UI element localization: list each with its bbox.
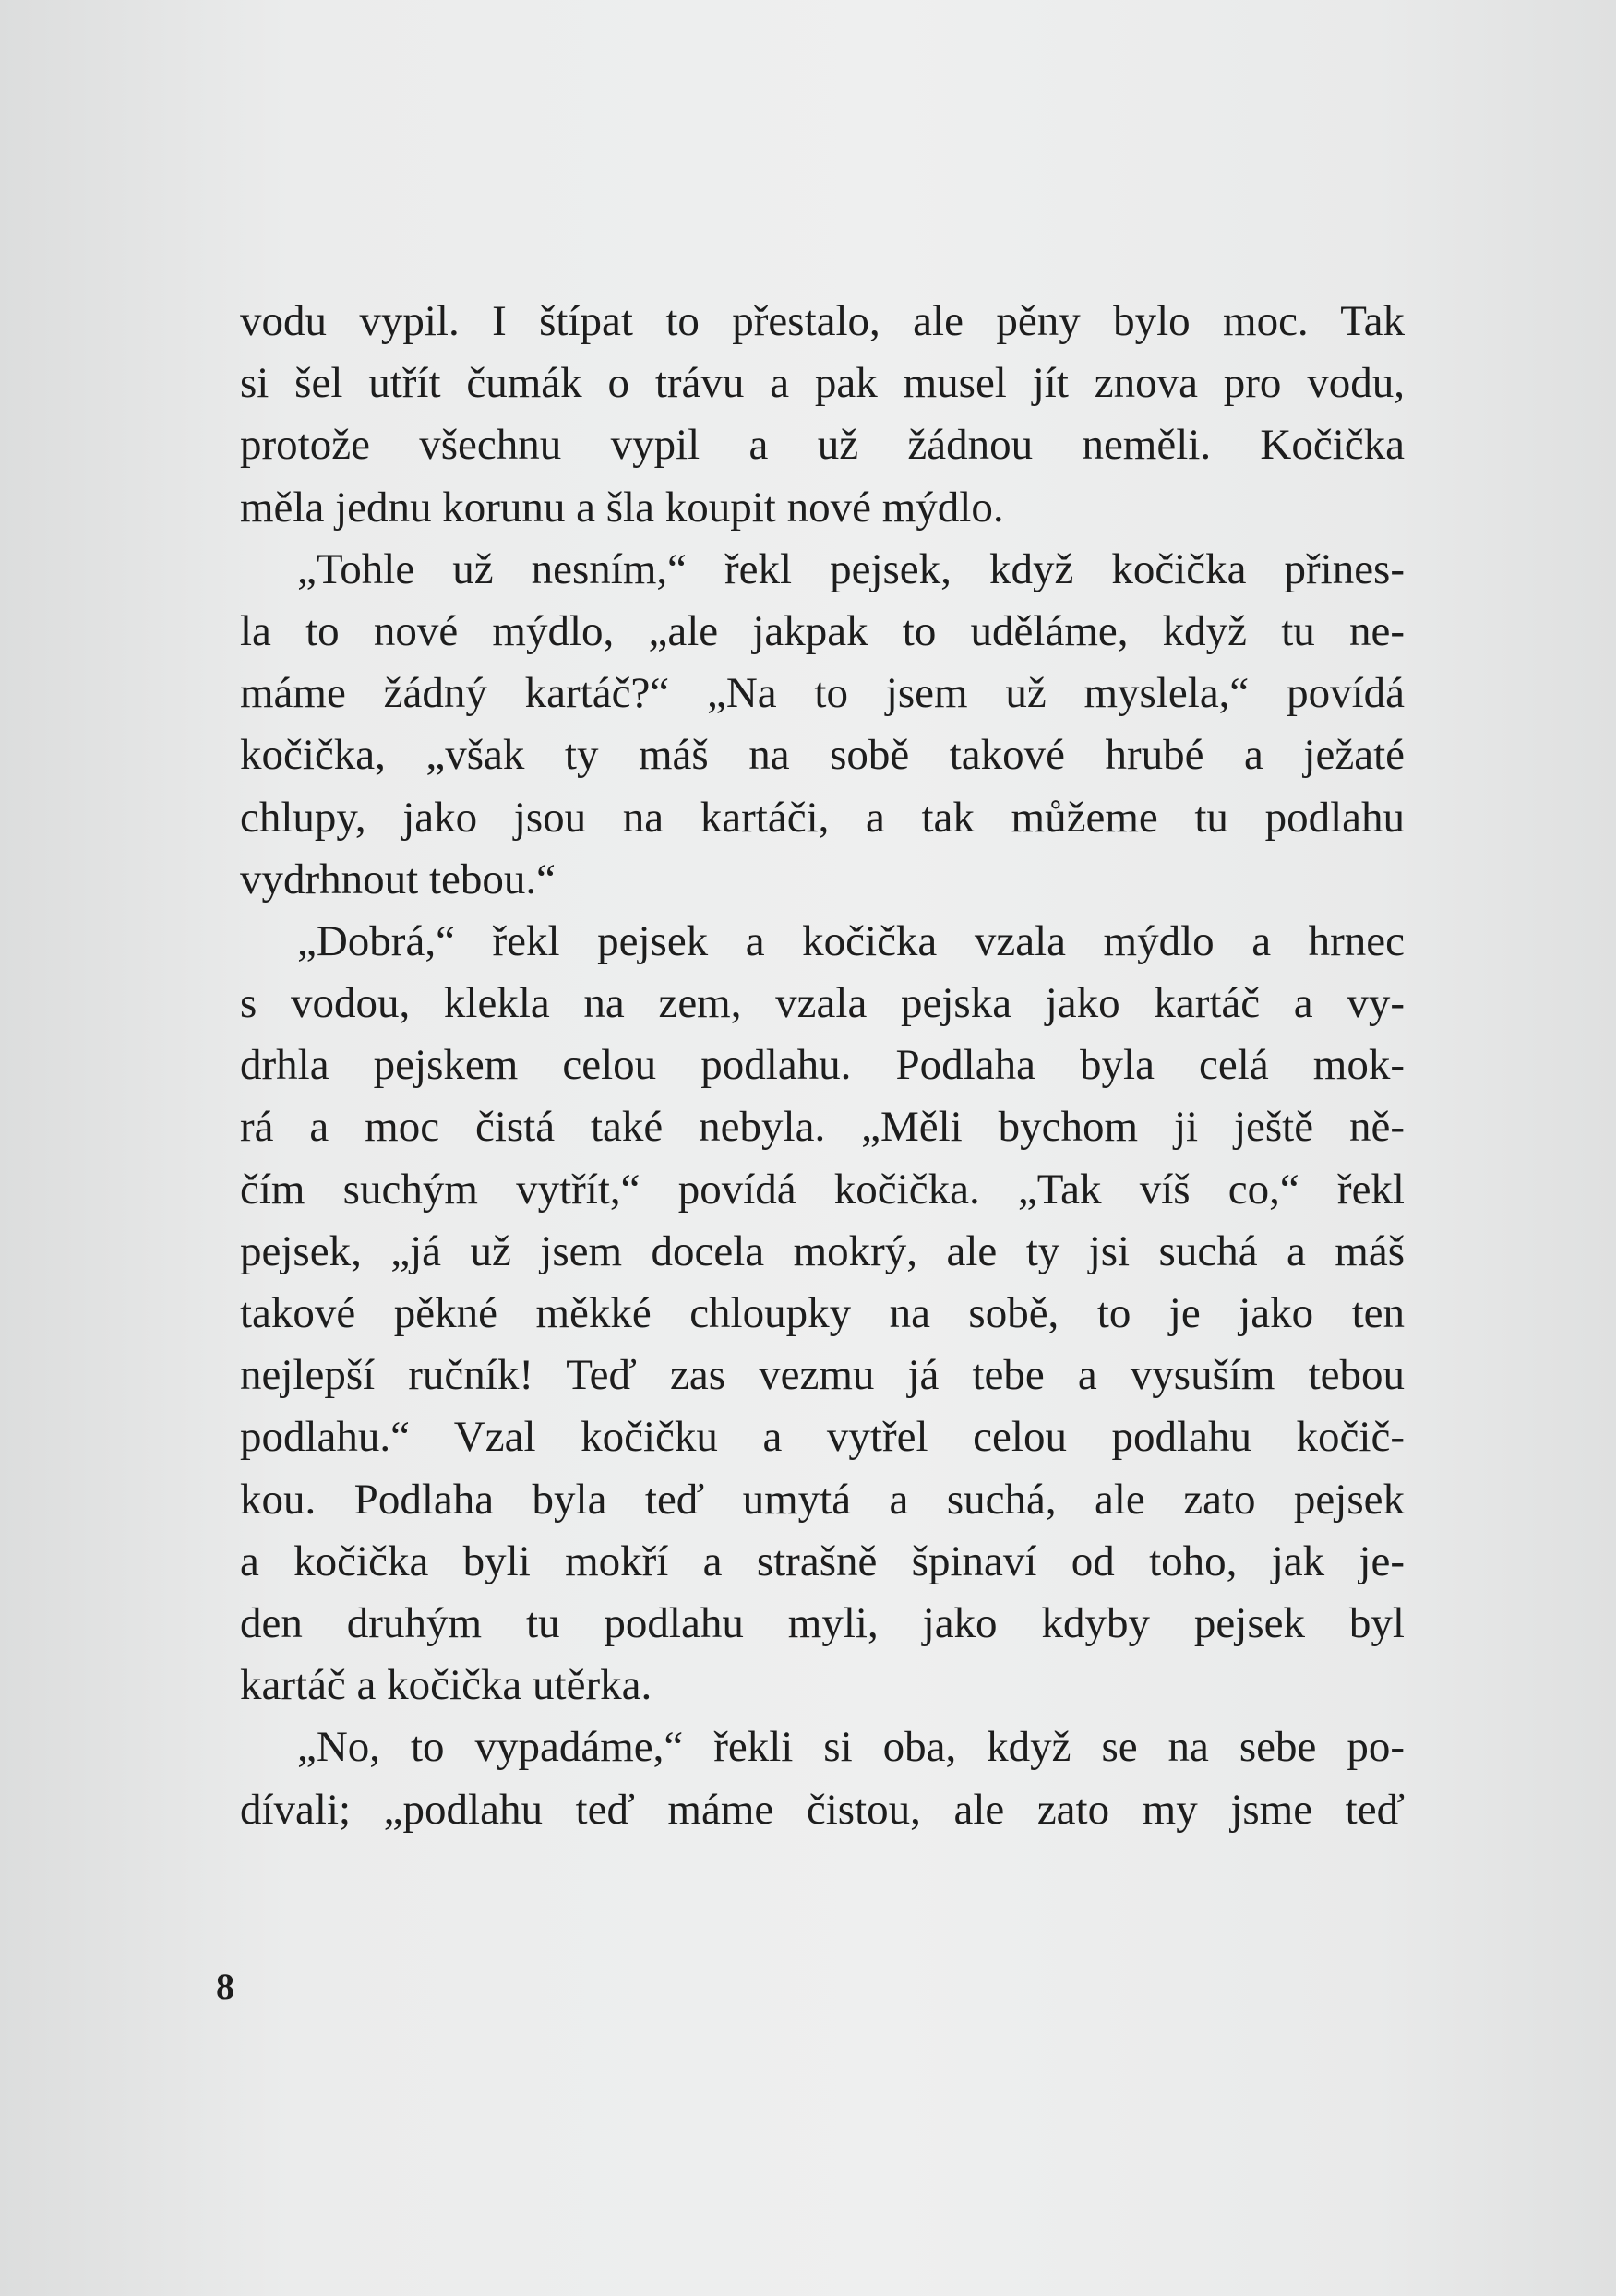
- text-line: pejsek, „já už jsem docela mokrý, ale ty jsi suchá a máš: [240, 1226, 1405, 1275]
- text-line: „Tohle už nesním,“ řekl pejsek, když kočička přines-: [297, 544, 1405, 593]
- text-line: takové pěkné měkké chloupky na sobě, to je jako ten: [240, 1289, 1405, 1337]
- text-line: „No, to vypadáme,“ řekli si oba, když se na sebe po-: [297, 1723, 1405, 1772]
- text-line: vodu vypil. I štípat to přestalo, ale pěny bylo moc. Tak: [240, 297, 1405, 345]
- text-line: protože všechnu vypil a už žádnou neměli. Kočička: [240, 421, 1405, 470]
- text-line: máme žádný kartáč?“ „Na to jsem už myslela,“ povídá: [240, 669, 1405, 718]
- text-line: chlupy, jako jsou na kartáči, a tak můžeme tu podlahu: [240, 793, 1405, 842]
- text-line: la to nové mýdlo, „ale jakpak to uděláme, když tu ne-: [240, 606, 1405, 655]
- body-text: [240, 291, 1405, 1841]
- text-line: podlahu.“ Vzal kočičku a vytřel celou podlahu kočič-: [240, 1413, 1405, 1462]
- text-line: a kočička byli mokří a strašně špinaví od toho, jak je-: [240, 1537, 1405, 1585]
- text-line: kočička, „však ty máš na sobě takové hrubé a ježaté: [240, 731, 1405, 780]
- text-line: „Dobrá,“ řekl pejsek a kočička vzala mýdlo a hrnec: [297, 916, 1405, 965]
- text-line: čím suchým vytřít,“ povídá kočička. „Tak víš co,“ řekl: [240, 1165, 1405, 1214]
- text-line: rá a moc čistá také nebyla. „Měli bychom ji ještě ně-: [240, 1103, 1405, 1152]
- text-line: měla jednu korunu a šla koupit nové mýdlo.: [240, 483, 1004, 532]
- text-line: si šel utřít čumák o trávu a pak musel jít znova pro vodu,: [240, 359, 1405, 408]
- text-line: dívali; „podlahu teď máme čistou, ale zato my jsme teď: [240, 1785, 1405, 1834]
- page-number: 8: [216, 1966, 234, 2007]
- text-line: vydrhnout tebou.“: [240, 855, 556, 903]
- text-line: den druhým tu podlahu myli, jako kdyby pejsek byl: [240, 1598, 1405, 1647]
- text-line: kou. Podlaha byla teď umytá a suchá, ale zato pejsek: [240, 1475, 1405, 1524]
- text-line: kartáč a kočička utěrka.: [240, 1661, 652, 1710]
- text-line: nejlepší ručník! Teď zas vezmu já tebe a vysuším tebou: [240, 1351, 1405, 1400]
- text-line: s vodou, klekla na zem, vzala pejska jako kartáč a vy-: [240, 979, 1405, 1028]
- text-line: drhla pejskem celou podlahu. Podlaha byla celá mok-: [240, 1041, 1405, 1090]
